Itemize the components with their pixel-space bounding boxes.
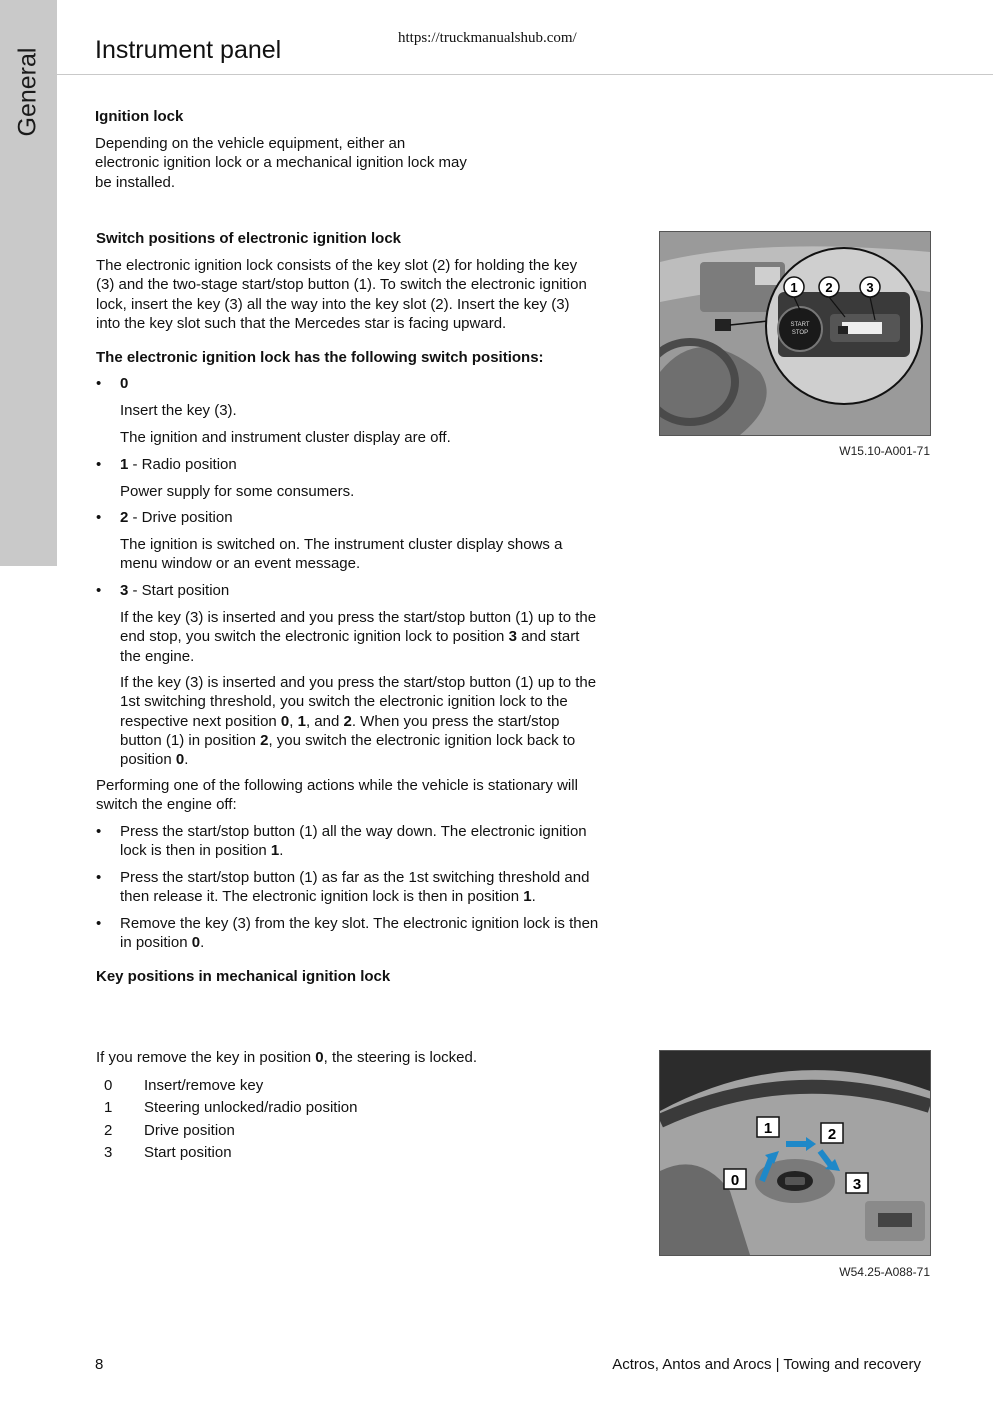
action-item: Press the start/stop button (1) as far as the 1st switching threshold and then release it. The electronic ignition lock is then in position 1. [120, 869, 590, 906]
steering-column-illustration [660, 1051, 930, 1255]
position-1-title [120, 455, 237, 474]
electronic-ignition-figure [659, 231, 931, 436]
bullet-marker: • [96, 823, 102, 840]
mechanical-ignition-figure [659, 1050, 931, 1256]
legend-row: 0 Insert/remove key [104, 1077, 264, 1094]
action-item: Remove the key (3) from the key slot. The electronic ignition lock is then in position 0. [120, 915, 599, 952]
position-0-line: Insert the key (3). [120, 402, 237, 419]
position-1-label: - Radio position [128, 456, 237, 473]
position-3-title [120, 581, 229, 600]
bullet-marker: • [96, 915, 102, 932]
position-1-line: Power supply for some consumers. [120, 483, 355, 500]
side-tab [0, 0, 57, 566]
position-2-line: The ignition is switched on. The instrument cluster display shows a [120, 536, 563, 553]
legend-row: 1 Steering unlocked/radio position [104, 1099, 358, 1116]
mechanical-note: If you remove the key in position 0, the steering is locked. [96, 1049, 478, 1066]
position-0-number: 0 [120, 375, 129, 392]
mechanical-heading: Key positions in mechanical ignition lock [96, 968, 391, 985]
callout-2: 2 [825, 280, 833, 295]
stationary-intro [96, 776, 578, 815]
position-2-title [120, 508, 233, 527]
paragraph-line: 1st switching threshold, you switch the electronic ignition lock to the [120, 693, 568, 711]
position-0-line: The ignition and instrument cluster display are off. [120, 429, 451, 446]
paragraph-line: If the key (3) is inserted and you press the start/stop button (1) up to the [120, 674, 597, 691]
page-number: 8 [95, 1356, 104, 1373]
intro-line: be installed. [95, 173, 176, 191]
label-1: 1 [763, 1120, 773, 1137]
label-3: 3 [852, 1176, 862, 1193]
position-3-paragraph-1 [120, 608, 596, 666]
paragraph-line: If the key (3) is inserted and you press the start/stop button (1) up to the [120, 609, 597, 626]
page-title: Instrument panel [95, 36, 282, 64]
start-label: START [790, 322, 810, 328]
legend-row: 3 Start position [104, 1144, 232, 1161]
figure-1-caption: W15.10-A001-71 [839, 444, 930, 458]
intro-line: Depending on the vehicle equipment, either an [95, 135, 406, 152]
position-2-label: - Drive position [128, 509, 233, 526]
position-3-label: - Start position [128, 582, 230, 599]
body-line: (3) and the two-stage start/stop button (1). To switch the electronic ignition [96, 276, 587, 294]
bullet-marker: • [96, 456, 102, 473]
label-2: 2 [827, 1126, 837, 1143]
figure-2-caption: W54.25-A088-71 [839, 1265, 930, 1279]
paragraph-line: end stop, you switch the electronic ignition lock to position 3 and start [120, 628, 580, 646]
intro-line: electronic ignition lock or a mechanical ignition lock may [95, 154, 467, 172]
body-line: into the key slot such that the Mercedes star is facing upward. [96, 314, 507, 332]
bullet-marker: • [96, 375, 102, 392]
stationary-line: Performing one of the following actions while the vehicle is stationary will [96, 777, 578, 794]
electronic-heading: Switch positions of electronic ignition lock [96, 230, 402, 247]
action-item: Press the start/stop button (1) all the way down. The electronic ignition lock is then in position 1. [120, 823, 587, 860]
stop-label: STOP [791, 330, 809, 336]
ignition-lock-intro [95, 134, 467, 192]
legend-row: 2 Drive position [104, 1122, 235, 1139]
position-2-line: menu window or an event message. [120, 555, 361, 573]
position-1-number: 1 [120, 456, 129, 473]
ignition-lock-heading: Ignition lock [95, 108, 184, 125]
position-2-number: 2 [120, 509, 129, 526]
paragraph-line: the engine. [120, 647, 195, 665]
paragraph-line: position 0. [120, 751, 189, 769]
body-line: lock, insert the key (3) all the way into the key slot (2). Insert the key (3) [96, 295, 570, 313]
bullet-marker: • [96, 869, 102, 886]
body-line: The electronic ignition lock consists of the key slot (2) for holding the key [96, 257, 578, 274]
source-url: https://truckmanualshub.com/ [398, 30, 577, 46]
paragraph-line: button (1) in position 2, you switch the electronic ignition lock back to [120, 731, 576, 749]
callout-3: 3 [866, 280, 874, 295]
callout-1: 1 [790, 280, 798, 295]
label-0: 0 [730, 1172, 740, 1189]
dashboard-illustration [660, 232, 930, 435]
positions-heading: The electronic ignition lock has the following switch positions: [96, 349, 544, 366]
position-2-text [120, 535, 562, 574]
side-tab-label: General [13, 47, 42, 137]
header-divider [57, 74, 993, 75]
bullet-marker: • [96, 582, 102, 599]
paragraph-line: respective next position 0, 1, and 2. When you press the start/stop [120, 712, 560, 730]
electronic-body [96, 256, 587, 333]
stationary-line: switch the engine off: [96, 796, 237, 814]
footer-title: Actros, Antos and Arocs | Towing and recovery [612, 1356, 921, 1373]
position-3-number: 3 [120, 582, 129, 599]
position-3-paragraph-2 [120, 673, 596, 769]
bullet-marker: • [96, 509, 102, 526]
